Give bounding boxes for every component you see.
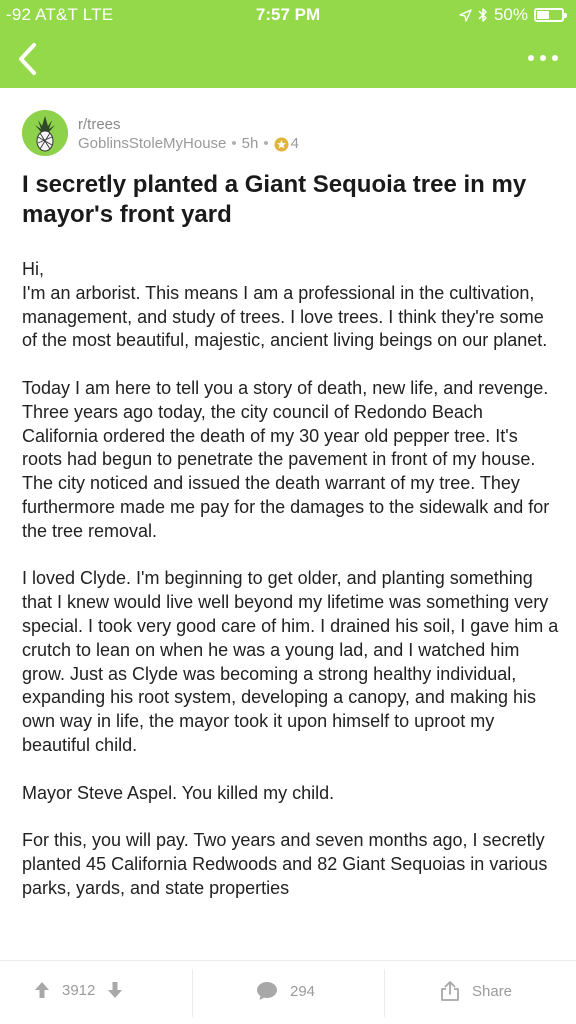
body-paragraph: I loved Clyde. I'm beginning to get older, and planting something that I knew would live well beyond my lifetime was something very special. I took very good care of him. I drained his soil, I gave him a crutch to lean on when he was a young lad, and I watched him grow. Just as Clyde was becoming a strong healthy individual, expanding his root system, developing a canopy, and making his own way in life, the mayor took it upon himself to uproot my beautiful child. bbox=[22, 568, 559, 755]
comment-bubble-icon bbox=[256, 981, 278, 1001]
bluetooth-icon bbox=[478, 7, 488, 23]
action-divider bbox=[384, 969, 385, 1017]
chevron-left-icon bbox=[10, 40, 46, 78]
gold-award-icon bbox=[274, 137, 289, 152]
separator-dot: • bbox=[231, 135, 237, 152]
pineapple-icon bbox=[22, 110, 68, 156]
upvote-button[interactable] bbox=[34, 981, 50, 999]
status-right bbox=[459, 5, 564, 25]
gilded-count: 4 bbox=[290, 135, 299, 152]
status-time: 7:57 PM bbox=[255, 5, 321, 24]
post-author[interactable]: GoblinsStoleMyHouse bbox=[78, 135, 227, 152]
downvote-arrow-icon bbox=[107, 981, 123, 999]
post-meta bbox=[78, 116, 299, 154]
score-count: 3912 bbox=[62, 981, 96, 999]
vote-controls bbox=[34, 981, 123, 999]
share-icon bbox=[440, 981, 460, 1001]
body-paragraph: Today I am here to tell you a story of death, new life, and revenge. Three years ago today, the city council of Redondo Beach California ordered the death of my 30 year old pepper tree. It's roots had begun to penetrate the pavement in front of my house. The city noticed and issued the death warrant of my tree. They furthermore made me pay for the damages to the sidewalk and for the tree removal. bbox=[22, 377, 550, 541]
share-label: Share bbox=[472, 982, 513, 1000]
subreddit-name[interactable]: r/trees bbox=[78, 116, 121, 133]
byline bbox=[78, 134, 299, 154]
post-age: 5h bbox=[241, 135, 259, 152]
post-header bbox=[22, 110, 554, 160]
downvote-button[interactable] bbox=[107, 981, 123, 999]
body-paragraph: Hi, I'm an arborist. This means I am a professional in the cultivation, management, and study of trees. I love trees. I think they're some of the most beautiful, majestic, ancient living beings on our planet. bbox=[22, 259, 548, 351]
nav-bar bbox=[0, 30, 576, 88]
back-button[interactable] bbox=[10, 40, 46, 78]
body-paragraph: Mayor Steve Aspel. You killed my child. bbox=[22, 782, 335, 803]
subreddit-avatar[interactable] bbox=[22, 110, 68, 156]
action-bar bbox=[0, 960, 576, 1024]
share-button[interactable] bbox=[440, 981, 512, 1001]
carrier-signal: -92 AT&T LTE bbox=[6, 5, 114, 24]
status-bar bbox=[0, 0, 576, 30]
action-divider bbox=[192, 969, 193, 1017]
more-dots-icon bbox=[540, 55, 546, 61]
post-title: I secretly planted a Giant Sequoia tree in my mayor's front yard bbox=[22, 171, 527, 228]
battery-icon bbox=[534, 8, 564, 22]
separator-dot: • bbox=[263, 135, 269, 152]
battery-percent: 50% bbox=[493, 5, 528, 24]
more-dots-icon bbox=[528, 55, 534, 61]
post-body bbox=[22, 258, 562, 956]
more-dots-icon bbox=[552, 55, 558, 61]
location-arrow-icon bbox=[459, 9, 472, 22]
comment-count: 294 bbox=[290, 982, 316, 1000]
body-paragraph: For this, you will pay. Two years and seven months ago, I secretly planted 45 California Redwoods and 82 Giant Sequoias in various parks, yards, and state properties bbox=[22, 830, 548, 898]
top-bar bbox=[0, 0, 576, 88]
more-options-button[interactable] bbox=[528, 52, 558, 64]
comments-button[interactable] bbox=[256, 981, 315, 1001]
upvote-arrow-icon bbox=[34, 981, 50, 999]
